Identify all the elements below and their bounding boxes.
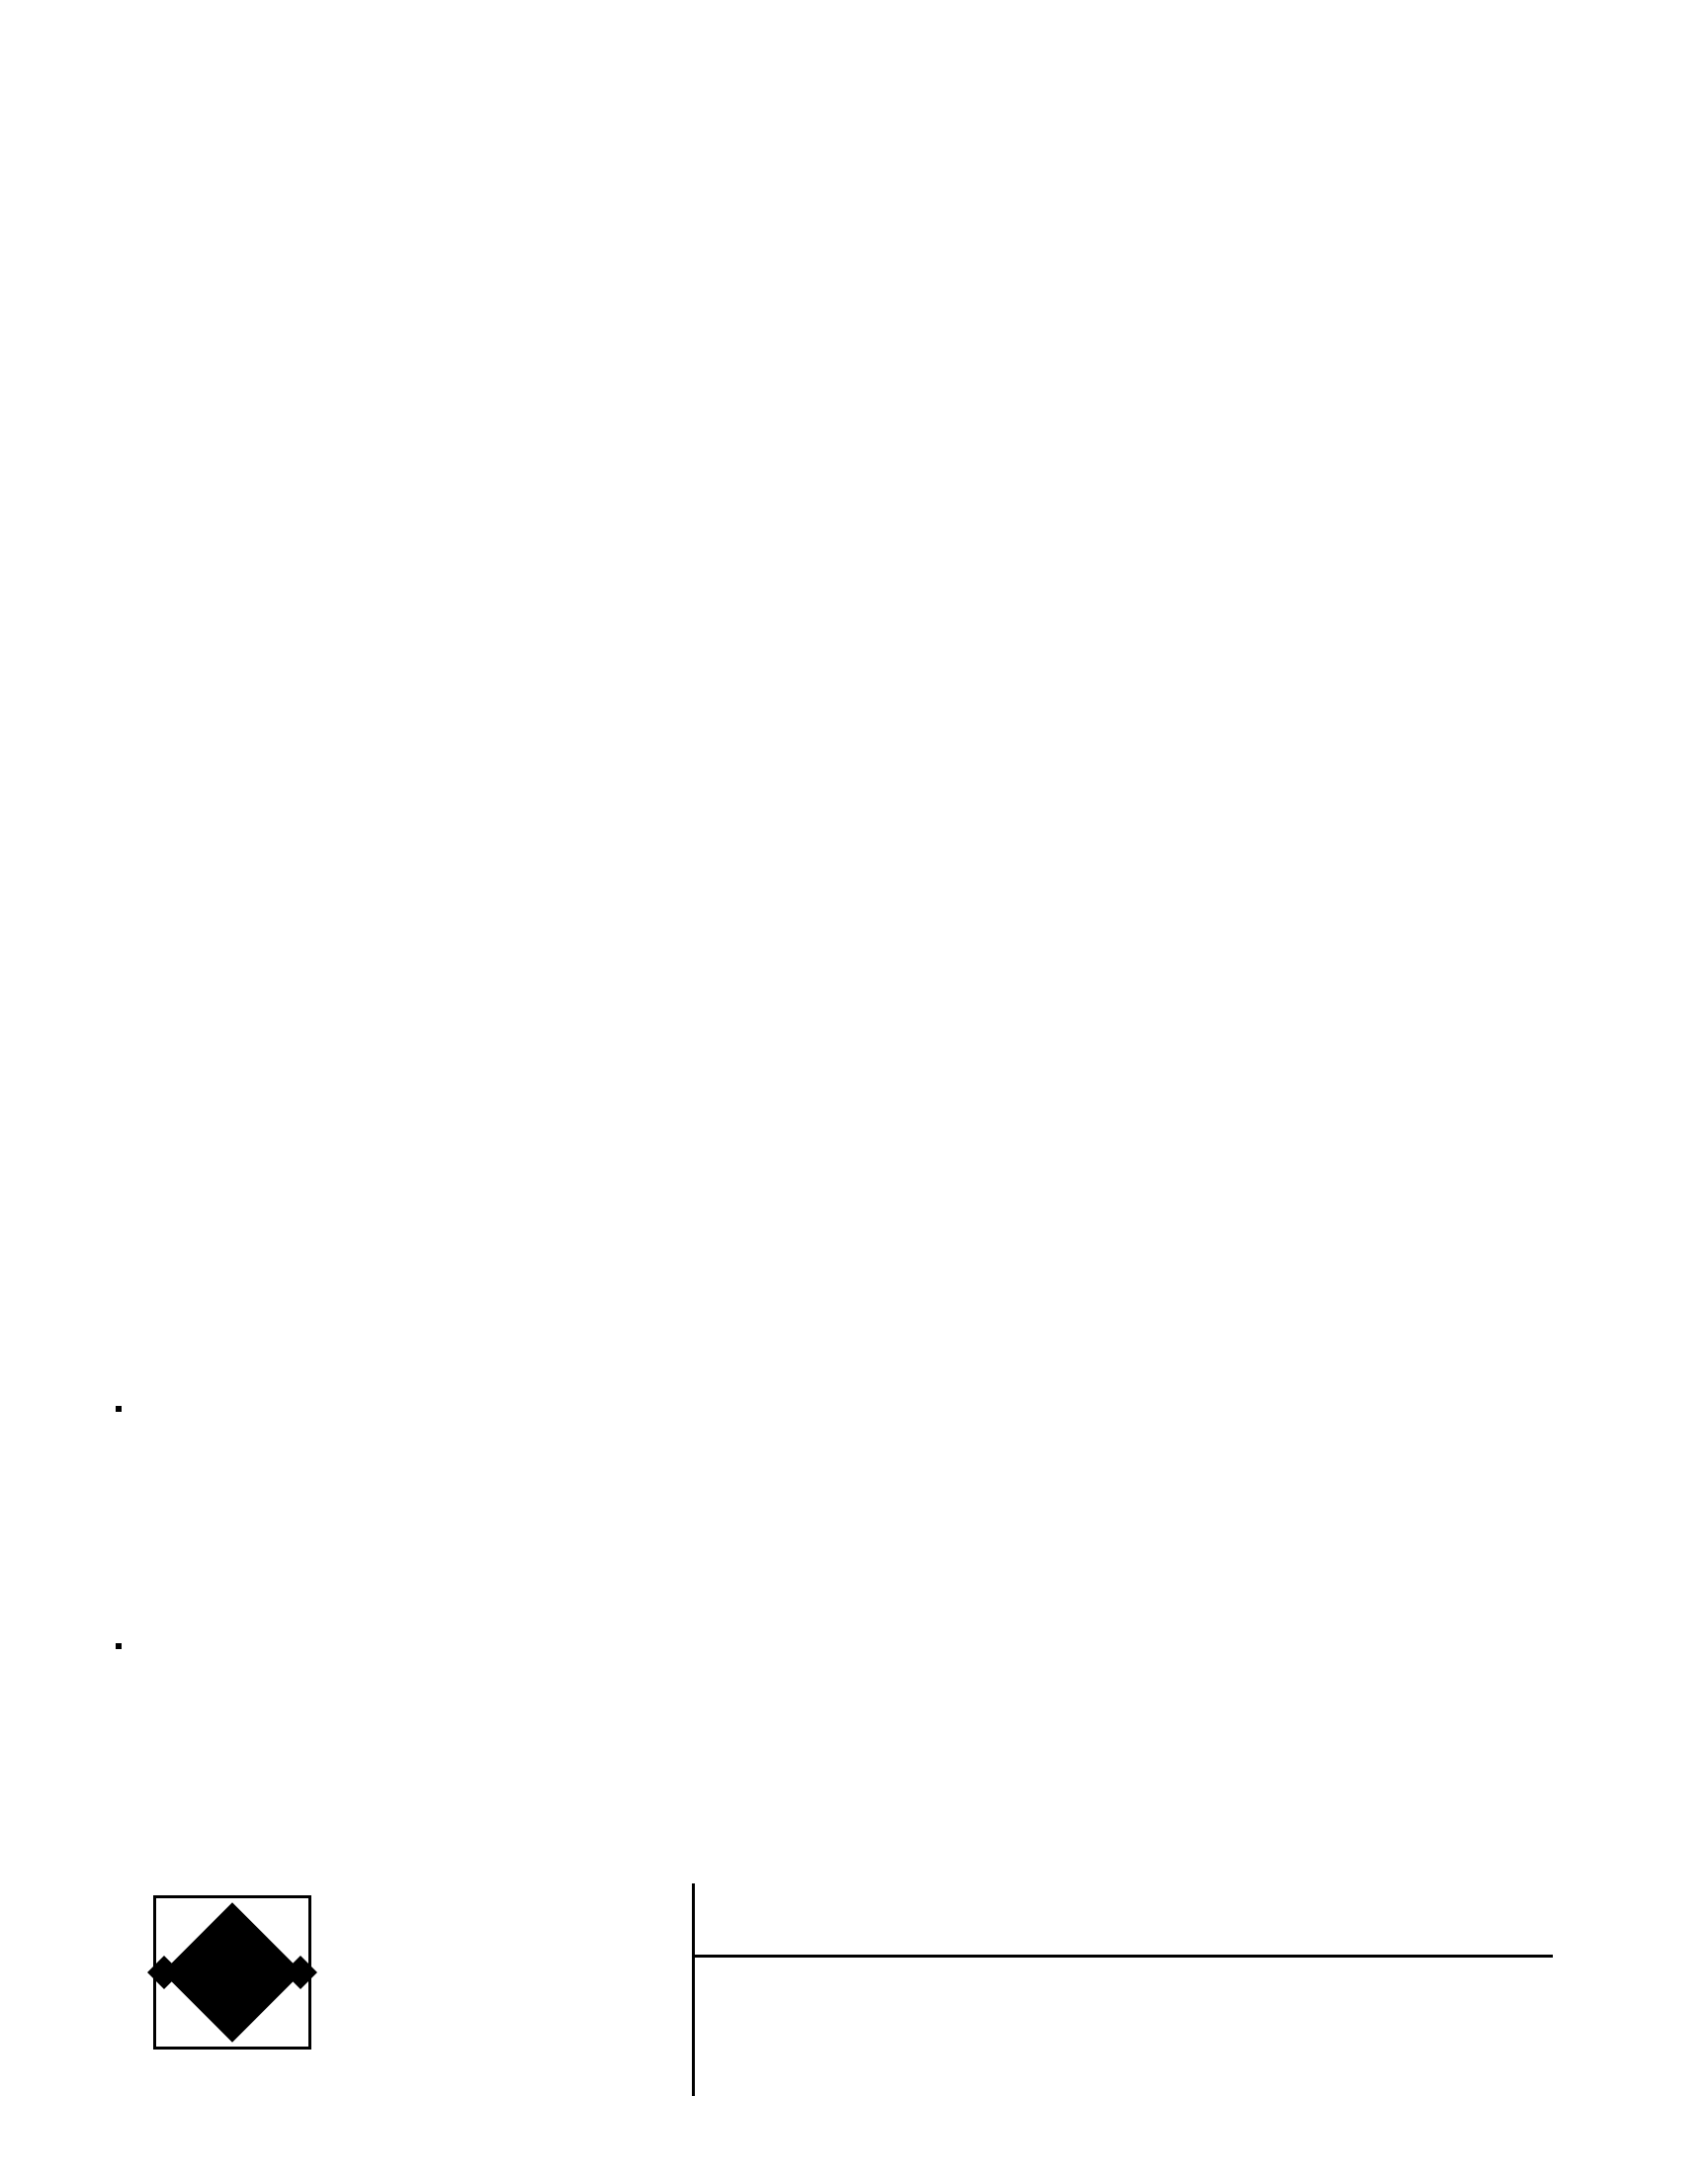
specimen-classification-table xyxy=(116,1406,122,1412)
rock-logo-diamond xyxy=(162,1902,301,2042)
specimen-gradation-table xyxy=(116,1643,122,1649)
rock-logo xyxy=(153,1895,311,2050)
project-line xyxy=(714,1974,727,2003)
location-line xyxy=(714,2021,727,2050)
report-title xyxy=(695,1885,1553,1958)
number-line xyxy=(714,2065,727,2094)
